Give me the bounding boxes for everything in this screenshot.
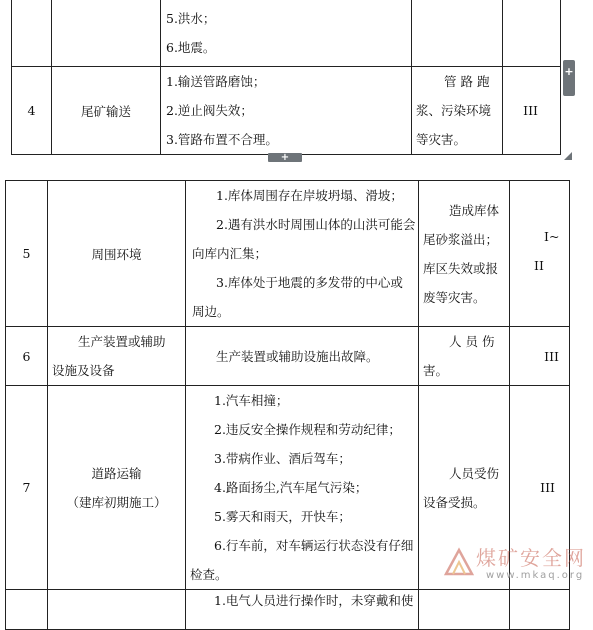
row-number-cell: 6 [6,327,48,386]
watermark-title: 煤矿安全网 [476,546,586,570]
consequence-line: 设备受损。 [423,494,486,510]
cause-line: 周边。 [192,304,230,319]
consequence-cell [412,67,503,155]
cause-line: 3.库体处于地震的多发带的中心或 [216,275,403,290]
hazard-causes-cell [186,590,419,630]
consequence-line: 人员受伤 [449,465,500,481]
consequence-line: 管 路 跑 [444,74,490,89]
cause-line: 3.带病作业、酒后驾车； [214,451,351,466]
table-resize-icon[interactable] [564,152,572,160]
hazard-causes-cell [161,67,412,155]
consequence-line: 造成库体 [449,202,500,218]
cause-line: 1.输送管路磨蚀； [166,74,266,89]
consequence-cell [412,0,503,67]
consequence-line: 等灾害。 [416,132,467,147]
mine-logo-icon [442,544,476,578]
hazard-causes-cell: 生产装置或辅助设施出故障。 [186,327,419,386]
row-number-cell: 7 [6,386,48,590]
table-row [6,181,570,327]
cause-line: 1.电气人员进行操作时，未穿戴和使 [214,593,414,608]
cause-line: 5.洪水； [166,11,216,26]
cause-line: 向库内汇集； [192,246,268,261]
row-number-cell [6,590,48,630]
hazard-causes-cell [161,0,412,67]
cause-line: 检查。 [190,567,228,582]
plus-icon: + [564,65,574,78]
cause-line: 3.管路布置不合理。 [166,132,278,147]
consequence-cell [419,327,510,386]
consequence-line: 害。 [423,363,449,378]
consequence-line: 浆、污染环境 [416,103,492,118]
risk-level-cell [503,0,561,67]
hazard-causes-cell [186,386,419,590]
cause-line: 4.路面扬尘,汽车尾气污染； [214,480,368,495]
table-row [6,327,570,386]
plus-icon: + [280,152,290,163]
risk-level-line: II [534,258,544,273]
item-line: 生产装置或辅助 [78,334,166,349]
consequence-line: 废等灾害。 [423,289,486,305]
hazard-item-cell [48,590,186,630]
risk-level-line: I~ [544,229,560,244]
cause-line: 1.库体周围存在岸坡坍塌、滑坡； [216,188,403,203]
table-row [6,590,570,630]
risk-level-cell [510,181,570,327]
table-row [12,0,561,67]
risk-level-cell [510,590,570,630]
consequence-line: 人 员 伤 [449,334,495,349]
consequence-line: 尾砂浆溢出； [423,231,499,247]
cause-line: 5.雾天和雨天，开快车； [214,509,351,524]
add-row-handle[interactable] [268,153,302,162]
consequence-cell [419,590,510,630]
hazard-item-cell [48,327,186,386]
hazard-item-cell [52,0,161,67]
cause-line: 6.行车前，对车辆运行状态没有仔细 [214,538,414,553]
row-number-cell: 4 [12,67,52,155]
site-watermark [440,540,590,590]
risk-level-cell: III [503,67,561,155]
add-column-handle[interactable] [563,60,575,96]
cause-line: 1.汽车相撞； [214,393,289,408]
item-line: 道路运输 [91,465,142,481]
hazard-item-cell: 周围环境 [48,181,186,327]
table-row [12,67,561,155]
row-number-cell: 5 [6,181,48,327]
consequence-line: 库区失效或报 [423,260,499,276]
consequence-cell [419,181,510,327]
hazard-item-cell [48,386,186,590]
hazard-item-cell: 尾矿输送 [52,67,161,155]
cause-line: 2.逆止阀失效； [166,103,253,118]
cause-line: 2.违反安全操作规程和劳动纪律； [214,422,401,437]
hazard-table-top [11,0,561,155]
item-line: （建库初期施工） [66,494,167,510]
cause-line: 2.遇有洪水时周围山体的山洪可能会 [216,217,416,232]
hazard-causes-cell [186,181,419,327]
cause-line: 6.地震。 [166,40,216,55]
risk-level-cell: III [510,386,570,590]
item-line: 设施及设备 [52,363,115,378]
row-number-cell [12,0,52,67]
watermark-url: www.mkaq.org [486,570,585,581]
risk-level-cell: III [510,327,570,386]
